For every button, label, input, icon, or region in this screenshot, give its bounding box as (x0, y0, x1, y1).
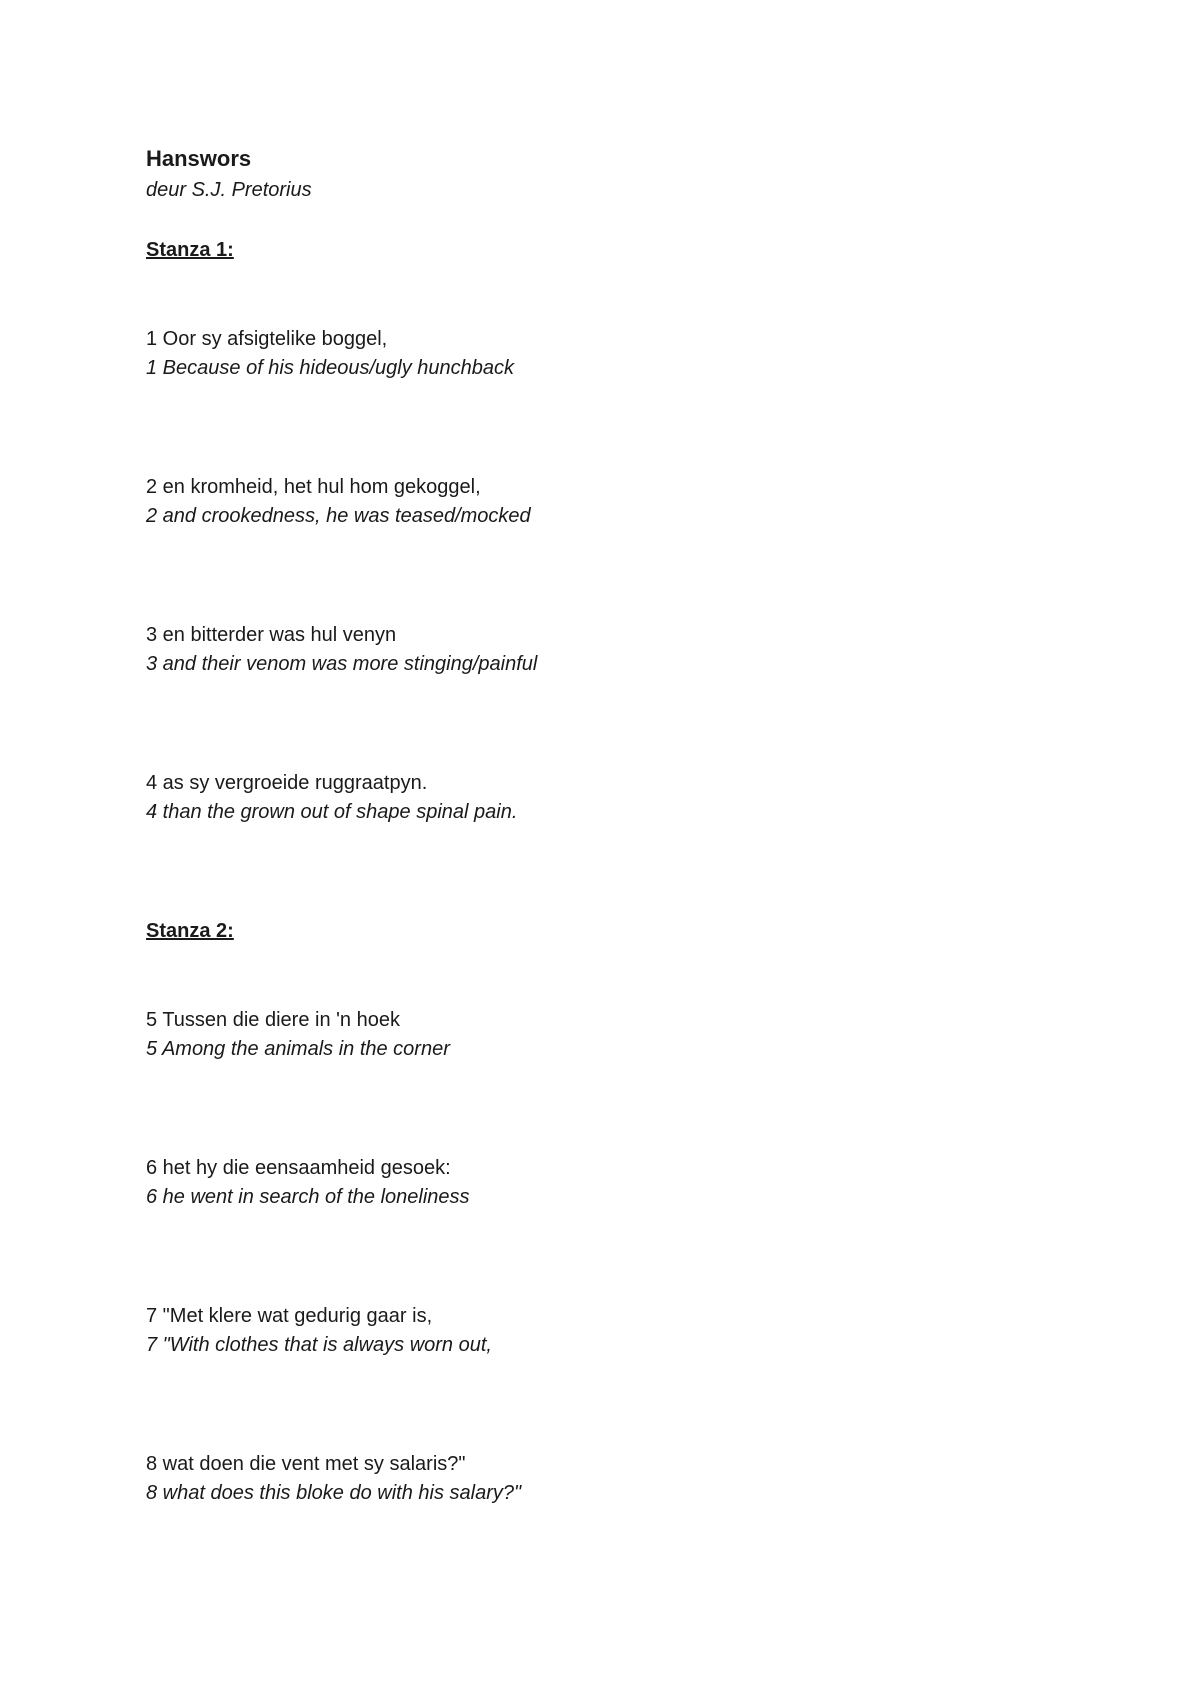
verse-line-8 (146, 1450, 521, 1508)
verse-line-3 (146, 621, 537, 679)
verse-translation: 4 than the grown out of shape spinal pain. (146, 801, 518, 823)
verse-original: 7 "Met klere wat gedurig gaar is, (146, 1305, 433, 1327)
stanza-2-heading: Stanza 2: (146, 920, 234, 942)
verse-translation: 1 Because of his hideous/ugly hunchback (146, 357, 515, 379)
verse-translation: 2 and crookedness, he was teased/mocked (146, 505, 531, 527)
verse-line-2 (146, 473, 531, 531)
verse-original: 2 en kromheid, het hul hom gekoggel, (146, 476, 481, 498)
verse-original: 3 en bitterder was hul venyn (146, 624, 397, 646)
verse-original: 4 as sy vergroeide ruggraatpyn. (146, 772, 428, 794)
verse-translation: 6 he went in search of the loneliness (146, 1186, 470, 1208)
verse-original: 5 Tussen die diere in 'n hoek (146, 1009, 400, 1031)
verse-translation: 3 and their venom was more stinging/painful (146, 653, 538, 675)
verse-line-7 (146, 1302, 492, 1360)
verse-translation: 5 Among the animals in the corner (146, 1038, 450, 1060)
verse-translation: 7 "With clothes that is always worn out, (146, 1334, 492, 1356)
verse-translation: 8 what does this bloke do with his salary?" (146, 1482, 522, 1504)
poem-title: Hanswors (146, 146, 252, 171)
verse-original: 1 Oor sy afsigtelike boggel, (146, 328, 388, 350)
stanza-1-heading: Stanza 1: (146, 239, 234, 261)
verse-line-5 (146, 1006, 450, 1064)
verse-line-4 (146, 769, 517, 827)
verse-original: 6 het hy die eensaamheid gesoek: (146, 1157, 451, 1179)
verse-line-6 (146, 1154, 470, 1212)
poem-author: deur S.J. Pretorius (146, 179, 312, 201)
verse-line-1 (146, 325, 514, 383)
verse-original: 8 wat doen die vent met sy salaris?" (146, 1453, 466, 1475)
